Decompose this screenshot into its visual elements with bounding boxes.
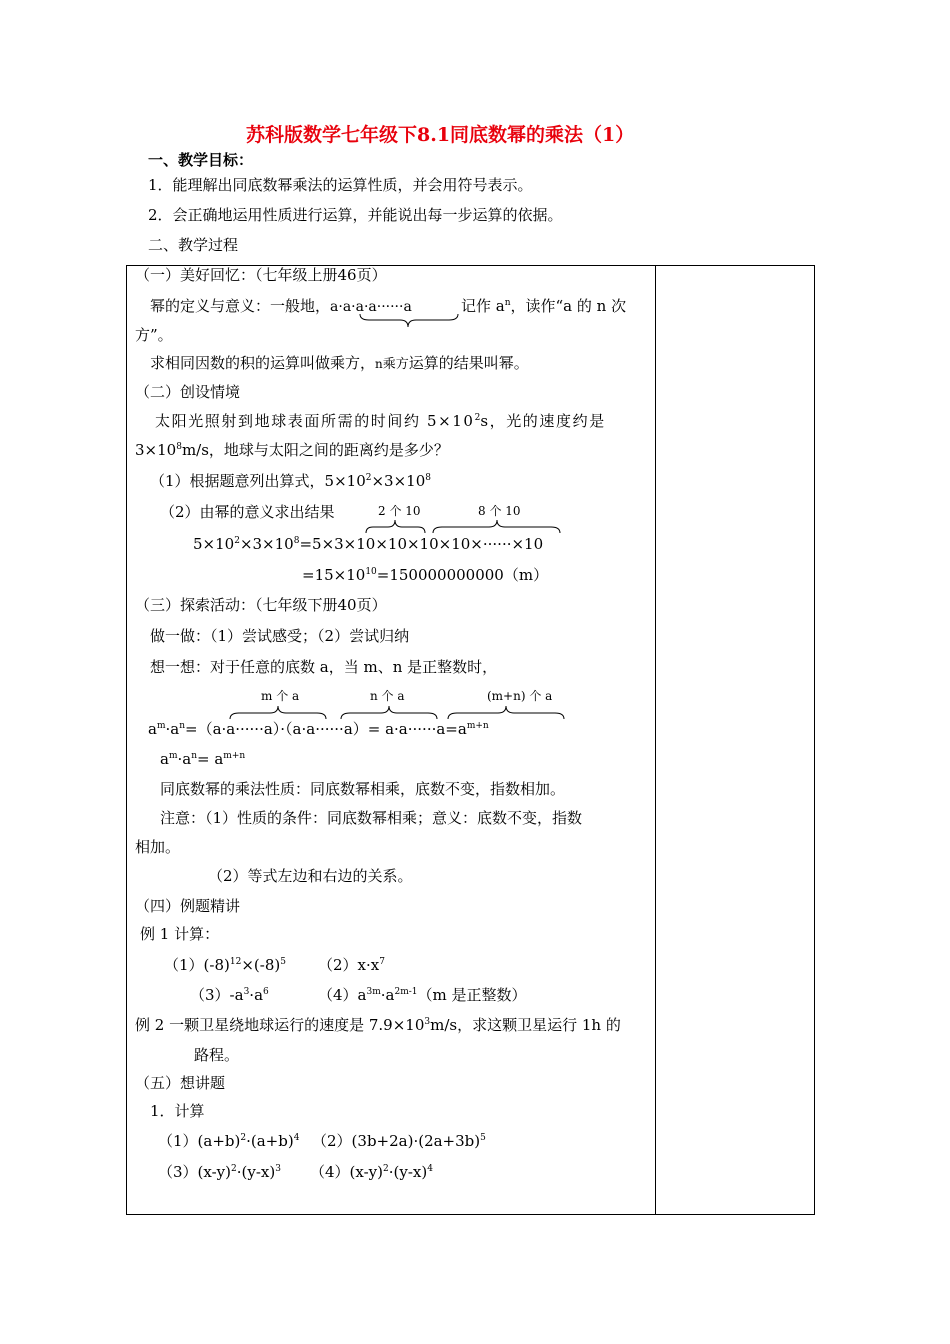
q3-text-b: ·a bbox=[249, 986, 264, 1004]
calc-label: 1．计算 bbox=[150, 1102, 205, 1120]
sunlight-problem-line2 bbox=[135, 443, 449, 458]
result-part-a: =15×10 bbox=[302, 566, 366, 584]
multiplication-property: 同底数幂的乘法性质：同底数幂相乘，底数不变，指数相加。 bbox=[160, 780, 566, 798]
step-1 bbox=[150, 474, 431, 489]
step-2: （2）由幂的意义求出结果 bbox=[160, 503, 335, 521]
q4-exp-a: 3m bbox=[366, 987, 381, 997]
c1-text-a: （1）(a+b) bbox=[158, 1132, 241, 1150]
derivation-formula bbox=[148, 722, 489, 737]
part1-heading: （一）美好回忆：（七年级上册46页） bbox=[135, 266, 387, 284]
rule-exp-mn: m+n bbox=[223, 751, 246, 761]
result-equation bbox=[302, 568, 548, 583]
example-1-label: 例 1 计算： bbox=[140, 925, 220, 943]
c1-exp-b: 4 bbox=[293, 1133, 300, 1143]
power-definition-line bbox=[150, 299, 412, 314]
think-line: 想一想：对于任意的底数 a，当 m、n 是正整数时， bbox=[150, 658, 498, 676]
brace-n-factors bbox=[340, 706, 440, 720]
q1-text-a: （1）(-8) bbox=[164, 956, 230, 974]
rule-result: = a bbox=[197, 750, 224, 768]
formula-base-1: a bbox=[148, 720, 157, 738]
example-2 bbox=[135, 1018, 621, 1033]
q3-exp-b: 6 bbox=[263, 987, 269, 997]
formula-exp-n: n bbox=[179, 721, 186, 731]
exponentiation-definition bbox=[150, 356, 529, 371]
rule-exp-n: n bbox=[191, 751, 198, 761]
rule-base-1: a bbox=[160, 750, 169, 768]
c4-exp-b: 4 bbox=[427, 1164, 433, 1174]
q1-exp-b: 5 bbox=[280, 957, 286, 967]
problem-exp-1: 2 bbox=[474, 413, 481, 423]
definition-underbrace bbox=[359, 314, 459, 328]
part2-heading: （二）创设情境 bbox=[135, 383, 241, 401]
step-1-text-b: ×3×10 bbox=[371, 472, 426, 490]
c1-text-b: ·(a+b) bbox=[246, 1132, 294, 1150]
section-objectives-heading: 一、教学目标： bbox=[148, 151, 254, 169]
c4-exp-a: 2 bbox=[383, 1164, 389, 1174]
denoted-as bbox=[461, 299, 626, 314]
read-as-text: ，读作“a 的 n 次 bbox=[510, 297, 627, 315]
problem-exp-2: 8 bbox=[176, 442, 182, 452]
q1-exp-a: 12 bbox=[229, 957, 242, 967]
brace-2-tens bbox=[365, 520, 427, 534]
example-1-q3 bbox=[190, 988, 269, 1003]
exponentiation-text: 求相同因数的积的运算叫做乘方， bbox=[150, 354, 376, 372]
eq-part-c: =5×3×10×10×10×10×······×10 bbox=[299, 535, 544, 553]
ex2-text-a: 例 2 一颗卫星绕地球运行的速度是 7.9×10 bbox=[135, 1016, 425, 1034]
rule-formula bbox=[160, 752, 245, 767]
brace-m-factors bbox=[229, 706, 329, 720]
q3-exp-a: 3 bbox=[243, 987, 250, 997]
denoted-text: 记作 a bbox=[461, 297, 505, 315]
c4-text-b: ·(y-x) bbox=[388, 1163, 428, 1181]
c3-exp-b: 3 bbox=[275, 1164, 281, 1174]
c3-text-b: ·(y-x) bbox=[236, 1163, 276, 1181]
q4-text-c: （m 是正整数） bbox=[417, 986, 527, 1004]
definition-text: 幂的定义与意义：一般地， bbox=[150, 297, 331, 315]
result-exp: 10 bbox=[365, 567, 377, 577]
note-2: （2）等式左边和右边的关系。 bbox=[208, 867, 413, 885]
example-1-q4 bbox=[318, 988, 527, 1003]
step-1-text: （1）根据题意列出算式，5×10 bbox=[150, 472, 366, 490]
eq-exp-a: 2 bbox=[234, 536, 240, 546]
brace-mn-factors bbox=[447, 706, 567, 720]
c1-exp-a: 2 bbox=[240, 1133, 247, 1143]
rule-base-2: ·a bbox=[177, 750, 192, 768]
result-part-b: =150000000000（m） bbox=[376, 566, 549, 584]
q2-exp: 7 bbox=[379, 957, 385, 967]
formula-exp-m: m bbox=[156, 721, 166, 731]
c4-text-a: （4）(x-y) bbox=[310, 1163, 383, 1181]
q3-text-a: （3）-a bbox=[190, 986, 244, 1004]
lesson-table bbox=[126, 265, 815, 1215]
calc-item-3 bbox=[158, 1165, 281, 1180]
q4-exp-b: 2m-1 bbox=[394, 987, 418, 997]
q1-text-b: ×(-8) bbox=[241, 956, 281, 974]
rule-exp-m: m bbox=[168, 751, 178, 761]
note-1-end: 相加。 bbox=[135, 838, 181, 856]
c3-text-a: （3）(x-y) bbox=[158, 1163, 231, 1181]
c2-text: （2）(3b+2a)·(2a+3b) bbox=[312, 1132, 481, 1150]
result-text: 运算的结果叫幂。 bbox=[408, 354, 529, 372]
c3-exp-a: 2 bbox=[231, 1164, 237, 1174]
note-1: 注意：（1）性质的条件：同底数幂相乘；意义：底数不变，指数 bbox=[160, 809, 583, 827]
section-process-heading: 二、教学过程 bbox=[148, 236, 239, 254]
calc-item-1 bbox=[158, 1134, 299, 1149]
power-term: 乘方 bbox=[382, 357, 409, 372]
problem-text-2: 3×10 bbox=[135, 441, 177, 459]
c2-exp: 5 bbox=[480, 1133, 486, 1143]
objective-1: 1．能理解出同底数幂乘法的运算性质，并会用符号表示。 bbox=[148, 176, 533, 194]
brace-label-mn: (m+n) 个 a bbox=[487, 689, 553, 703]
brace-label-n: n 个 a bbox=[370, 689, 405, 703]
problem-text-1: 太阳光照射到地球表面所需的时间约 5×10 bbox=[155, 412, 475, 430]
q4-text-b: ·a bbox=[380, 986, 395, 1004]
q2-text: （2）x·x bbox=[318, 956, 380, 974]
part3-heading: （三）探索活动：（七年级下册40页） bbox=[135, 596, 387, 614]
brace-label-2-tens: 2 个 10 bbox=[378, 504, 421, 518]
calc-item-2 bbox=[312, 1134, 486, 1149]
part4-heading: （四）例题精讲 bbox=[135, 897, 241, 915]
calc-item-4 bbox=[310, 1165, 433, 1180]
n-factor-label: n bbox=[375, 357, 383, 371]
definition-line-end: 方”。 bbox=[135, 326, 173, 344]
formula-base-2: ·a bbox=[165, 720, 180, 738]
denoted-exponent: n bbox=[504, 298, 511, 308]
product-expression: a·a·a·a······a bbox=[330, 299, 412, 315]
formula-exp-mn: m+n bbox=[466, 721, 489, 731]
eq-part-a: 5×10 bbox=[193, 535, 235, 553]
example-1-q1 bbox=[164, 958, 286, 973]
ex2-text-b: m/s，求这颗卫星运行 1h 的 bbox=[430, 1016, 621, 1034]
try-it-line: 做一做：（1）尝试感受；（2）尝试归纳 bbox=[150, 627, 410, 645]
formula-expansion: =（a·a······a）·（a·a······a）= a·a······a=a bbox=[185, 720, 467, 738]
page-title: 苏科版数学七年级下8.1同底数幂的乘法（1） bbox=[246, 124, 635, 146]
step-1-exp-b: 8 bbox=[425, 473, 431, 483]
step-1-exp-a: 2 bbox=[365, 473, 372, 483]
eq-part-b: ×3×10 bbox=[239, 535, 294, 553]
brace-label-8-tens: 8 个 10 bbox=[478, 504, 521, 518]
problem-text-1b: s，光的速度约是 bbox=[480, 412, 606, 430]
brace-8-tens bbox=[432, 520, 562, 534]
objective-2: 2．会正确地运用性质进行运算，并能说出每一步运算的依据。 bbox=[148, 206, 563, 224]
eq-exp-b: 8 bbox=[293, 536, 300, 546]
table-column-divider bbox=[655, 265, 656, 1215]
ex2-exp: 3 bbox=[424, 1017, 431, 1027]
brace-label-m: m 个 a bbox=[261, 689, 300, 703]
example-1-q2 bbox=[318, 958, 385, 973]
problem-text-2b: m/s，地球与太阳之间的距离约是多少？ bbox=[181, 441, 449, 459]
example-2-end: 路程。 bbox=[194, 1046, 240, 1064]
expansion-equation bbox=[193, 537, 543, 552]
q4-text-a: （4）a bbox=[318, 986, 367, 1004]
sunlight-problem-line1 bbox=[155, 414, 606, 429]
part5-heading: （五）想讲题 bbox=[135, 1074, 226, 1092]
